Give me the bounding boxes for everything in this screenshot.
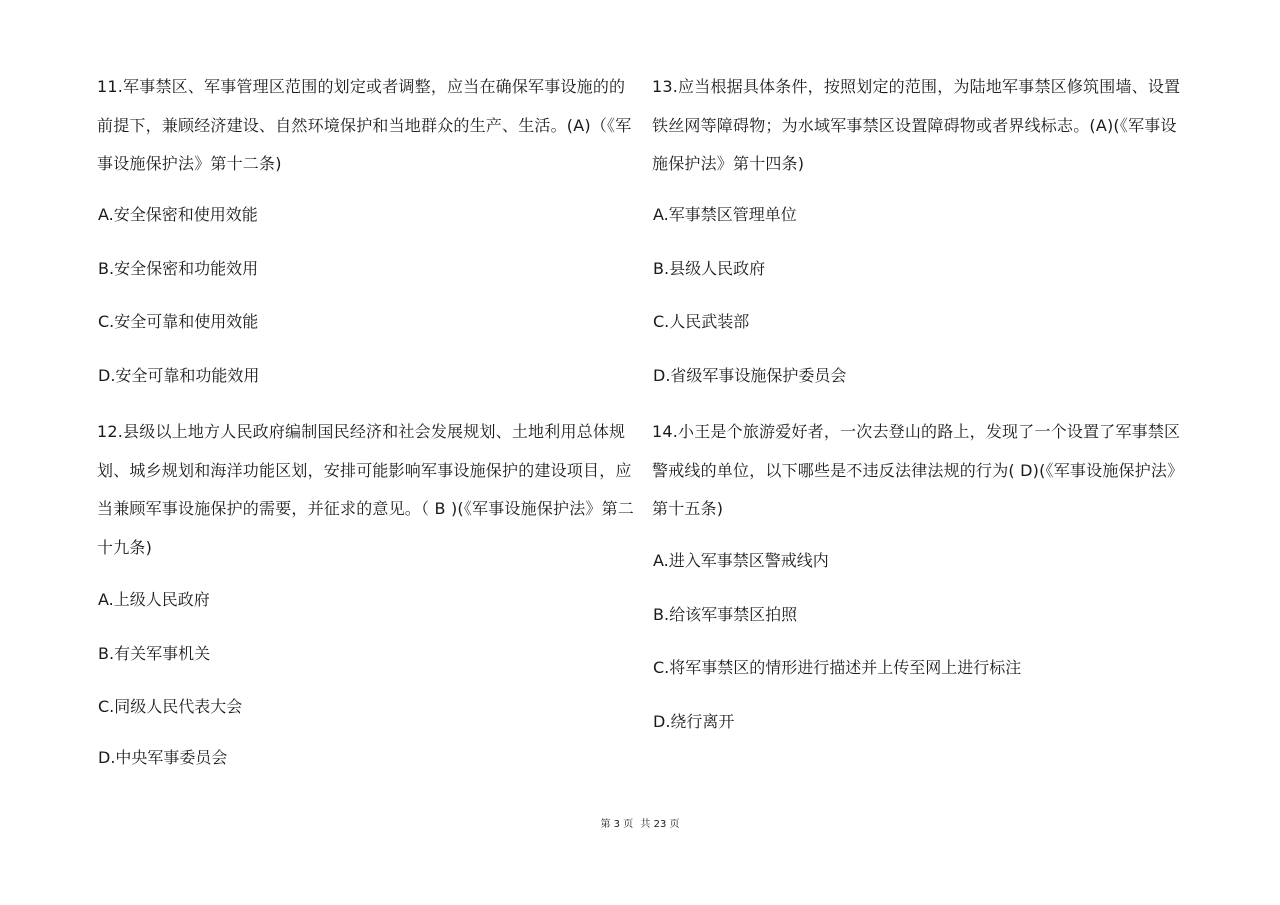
question-14-option-c: C.将军事禁区的情形进行描述并上传至网上进行标注 bbox=[653, 658, 1022, 677]
question-11-option-d: D.安全可靠和功能效用 bbox=[98, 366, 260, 385]
question-13-option-a: A.军事禁区管理单位 bbox=[653, 205, 797, 224]
question-14-option-a: A.进入军事禁区警戒线内 bbox=[653, 551, 829, 570]
question-12-option-c: C.同级人民代表大会 bbox=[98, 697, 243, 716]
question-12-text: 12.县级以上地方人民政府编制国民经济和社会发展规划、土地利用总体规划、城乡规划和海洋功能区划，安排可能影响军事设施保护的建设项目，应当兼顾军事设施保护的需要，并征求的意见。（ B )(《军事设施保护法》第二十九条) bbox=[97, 422, 635, 557]
question-11-text: 11.军事禁区、军事管理区范围的划定或者调整，应当在确保军事设施的的前提下，兼顾经济建设、自然环境保护和当地群众的生产、生活。(A)（《军事设施保护法》第十二条) bbox=[97, 77, 632, 173]
page-number-total: 共 23 页 bbox=[640, 819, 680, 830]
question-12-option-d: D.中央军事委员会 bbox=[98, 748, 228, 767]
question-11-option-a: A.安全保密和使用效能 bbox=[98, 205, 258, 224]
question-13-option-b: B.县级人民政府 bbox=[653, 259, 766, 278]
question-14-option-b: B.给该军事禁区拍照 bbox=[653, 605, 798, 624]
question-12-option-b: B.有关军事机关 bbox=[98, 644, 211, 663]
question-13-option-d: D.省级军事设施保护委员会 bbox=[653, 366, 847, 385]
question-11-option-c: C.安全可靠和使用效能 bbox=[98, 312, 259, 331]
question-12-option-a: A.上级人民政府 bbox=[98, 590, 210, 609]
question-14-option-d: D.绕行离开 bbox=[653, 712, 735, 731]
question-13-text: 13.应当根据具体条件，按照划定的范围，为陆地军事禁区修筑围墙、设置铁丝网等障碍物；为水域军事禁区设置障碍物或者界线标志。(A)(《军事设施保护法》第十四条) bbox=[652, 77, 1181, 173]
question-11-option-b: B.安全保密和功能效用 bbox=[98, 259, 259, 278]
question-13-option-c: C.人民武装部 bbox=[653, 312, 750, 331]
question-14-text: 14.小王是个旅游爱好者，一次去登山的路上，发现了一个设置了军事禁区警戒线的单位，以下哪些是不违反法律法规的行为( D)(《军事设施保护法》第十五条) bbox=[652, 422, 1184, 518]
page-footer bbox=[0, 818, 1280, 832]
page-number-current: 第 3 页 bbox=[600, 819, 634, 830]
